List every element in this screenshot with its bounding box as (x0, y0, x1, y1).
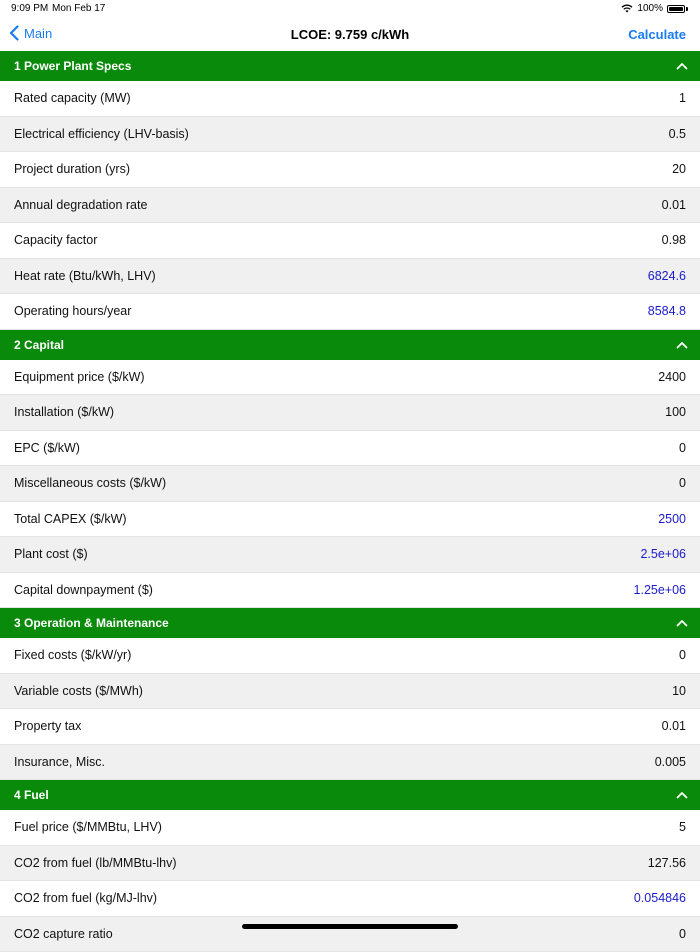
battery-icon (667, 5, 685, 13)
back-button-label: Main (24, 26, 52, 41)
form-row[interactable] (0, 537, 700, 573)
row-label: Plant cost ($) (14, 547, 88, 561)
form-row[interactable] (0, 502, 700, 538)
row-label: Heat rate (Btu/kWh, LHV) (14, 269, 156, 283)
status-bar (0, 0, 700, 18)
form-row[interactable] (0, 117, 700, 153)
status-time: 9:09 PM (11, 3, 48, 14)
section-header[interactable] (0, 51, 700, 81)
form-row[interactable] (0, 846, 700, 882)
status-indicators (621, 3, 688, 14)
row-label: CO2 from fuel (lb/MMBtu-lhv) (14, 856, 177, 870)
form-row[interactable] (0, 188, 700, 224)
battery-cap (686, 7, 688, 11)
section-title: 1 Power Plant Specs (14, 59, 131, 73)
row-label: Capacity factor (14, 233, 97, 247)
status-date: Mon Feb 17 (52, 3, 105, 14)
input-value[interactable]: 0 (679, 476, 686, 490)
section-header[interactable] (0, 330, 700, 360)
form-row[interactable] (0, 466, 700, 502)
form-row[interactable] (0, 638, 700, 674)
computed-value: 0.054846 (634, 891, 686, 905)
row-label: Fuel price ($/MMBtu, LHV) (14, 820, 162, 834)
form-row[interactable] (0, 259, 700, 295)
chevron-up-icon (676, 341, 688, 349)
chevron-up-icon (676, 62, 688, 70)
input-value[interactable]: 2400 (658, 370, 686, 384)
input-value[interactable]: 127.56 (648, 856, 686, 870)
input-value[interactable]: 0 (679, 927, 686, 941)
row-label: Variable costs ($/MWh) (14, 684, 143, 698)
section-header[interactable] (0, 780, 700, 810)
input-value[interactable]: 0.01 (662, 198, 686, 212)
form-row[interactable] (0, 360, 700, 396)
back-button[interactable] (8, 25, 52, 41)
row-label: Insurance, Misc. (14, 755, 105, 769)
computed-value: 2500 (658, 512, 686, 526)
battery-percent: 100% (637, 3, 663, 14)
form-content (0, 51, 700, 952)
input-value[interactable]: 20 (672, 162, 686, 176)
chevron-left-icon (8, 25, 21, 41)
chevron-up-icon (676, 619, 688, 627)
chevron-up-icon (676, 791, 688, 799)
row-label: Equipment price ($/kW) (14, 370, 145, 384)
row-label: Operating hours/year (14, 304, 131, 318)
form-row[interactable] (0, 573, 700, 609)
form-row[interactable] (0, 395, 700, 431)
form-row[interactable] (0, 81, 700, 117)
section-title: 3 Operation & Maintenance (14, 616, 169, 630)
computed-value: 6824.6 (648, 269, 686, 283)
home-indicator (242, 924, 458, 929)
row-label: Annual degradation rate (14, 198, 147, 212)
row-label: EPC ($/kW) (14, 441, 80, 455)
computed-value: 8584.8 (648, 304, 686, 318)
row-label: Installation ($/kW) (14, 405, 114, 419)
section-title: 2 Capital (14, 338, 64, 352)
form-row[interactable] (0, 152, 700, 188)
form-row[interactable] (0, 223, 700, 259)
computed-value: 1.25e+06 (634, 583, 686, 597)
form-row[interactable] (0, 674, 700, 710)
input-value[interactable]: 100 (665, 405, 686, 419)
form-row[interactable] (0, 294, 700, 330)
page-title: LCOE: 9.759 c/kWh (0, 27, 700, 42)
row-label: Electrical efficiency (LHV-basis) (14, 127, 189, 141)
input-value[interactable]: 5 (679, 820, 686, 834)
form-row[interactable] (0, 431, 700, 467)
input-value[interactable]: 0.5 (669, 127, 686, 141)
section-title: 4 Fuel (14, 788, 49, 802)
form-row[interactable] (0, 917, 700, 952)
input-value[interactable]: 0.98 (662, 233, 686, 247)
row-label: CO2 from fuel (kg/MJ-lhv) (14, 891, 157, 905)
input-value[interactable]: 1 (679, 91, 686, 105)
form-row[interactable] (0, 745, 700, 781)
row-label: Property tax (14, 719, 81, 733)
row-label: Miscellaneous costs ($/kW) (14, 476, 166, 490)
row-label: Fixed costs ($/kW/yr) (14, 648, 131, 662)
form-row[interactable] (0, 709, 700, 745)
form-row[interactable] (0, 881, 700, 917)
input-value[interactable]: 10 (672, 684, 686, 698)
section-header[interactable] (0, 608, 700, 638)
row-label: Project duration (yrs) (14, 162, 130, 176)
navigation-bar (0, 18, 700, 51)
input-value[interactable]: 0 (679, 441, 686, 455)
row-label: CO2 capture ratio (14, 927, 113, 941)
computed-value: 2.5e+06 (640, 547, 686, 561)
input-value[interactable]: 0.01 (662, 719, 686, 733)
form-row[interactable] (0, 810, 700, 846)
calculate-button[interactable]: Calculate (628, 27, 686, 42)
input-value[interactable]: 0 (679, 648, 686, 662)
row-label: Capital downpayment ($) (14, 583, 153, 597)
row-label: Total CAPEX ($/kW) (14, 512, 127, 526)
wifi-icon (621, 4, 633, 13)
row-label: Rated capacity (MW) (14, 91, 131, 105)
input-value[interactable]: 0.005 (655, 755, 686, 769)
